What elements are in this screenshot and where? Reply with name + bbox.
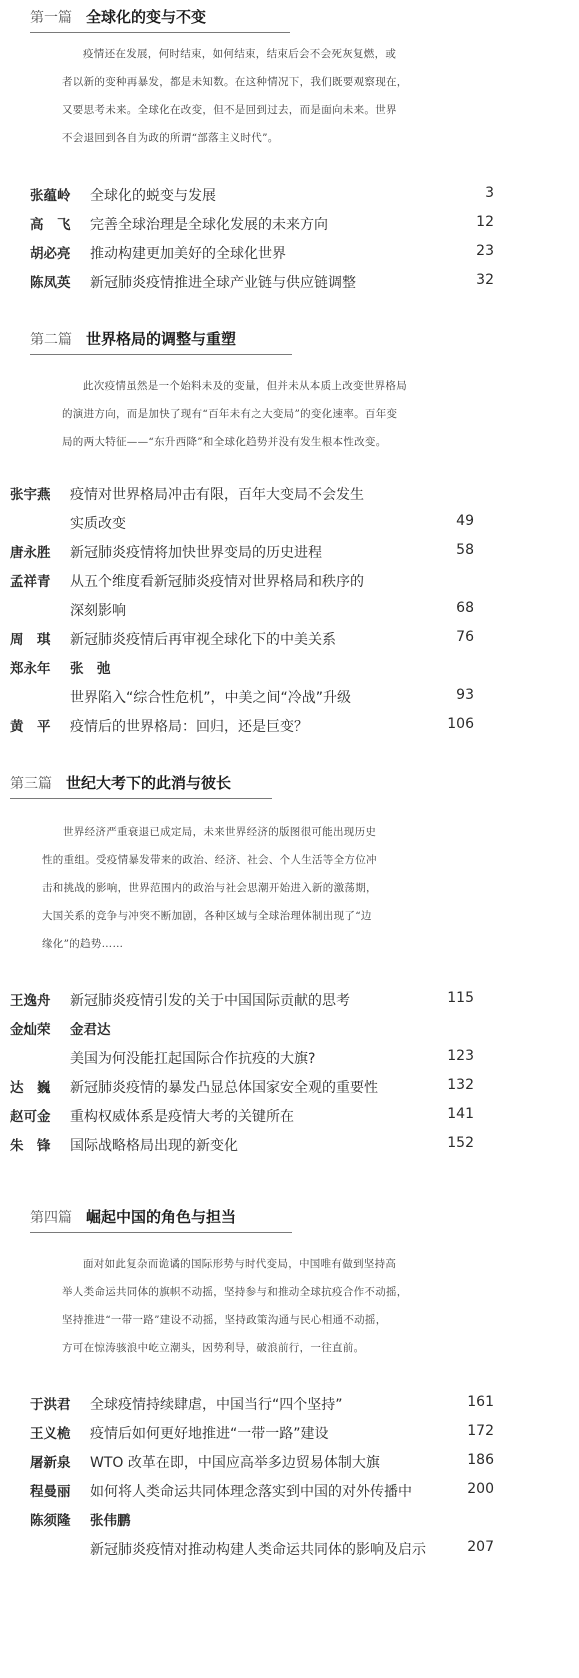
toc-author: 金灿荣 xyxy=(10,1022,51,1038)
toc-title: 深刻影响 xyxy=(70,603,126,619)
toc-page: 58 xyxy=(456,542,474,558)
intro-line: 缘化”的趋势…… xyxy=(42,938,124,950)
toc-page: 123 xyxy=(447,1048,474,1064)
part-number: 第二篇 xyxy=(30,332,72,348)
toc-page: 76 xyxy=(456,629,474,645)
intro-line: 局的两大特征——“东升西降”和全球化趋势并没有发生根本性改变。 xyxy=(62,436,387,448)
part-4-heading xyxy=(30,1206,292,1233)
intro-line: 疫情还在发展，何时结束，如何结束，结束后会不会死灰复燃，或 xyxy=(83,48,397,60)
toc-title: 全球疫情持续肆虐，中国当行“四个坚持” xyxy=(90,1397,343,1413)
intro-line: 此次疫情虽然是一个始料未及的变量，但并未从本质上改变世界格局 xyxy=(83,380,407,392)
toc-title: 新冠肺炎疫情对推动构建人类命运共同体的影响及启示 xyxy=(90,1542,426,1558)
part-3-heading xyxy=(10,772,272,799)
toc-title: 新冠肺炎疫情后再审视全球化下的中美关系 xyxy=(70,632,336,648)
toc-entry-continued[interactable] xyxy=(10,512,474,532)
toc-title: 新冠肺炎疫情的暴发凸显总体国家安全观的重要性 xyxy=(70,1080,378,1096)
toc-author: 程曼丽 xyxy=(30,1484,71,1500)
part-number: 第四篇 xyxy=(30,1210,72,1226)
toc-entry[interactable] xyxy=(30,184,494,204)
toc-title: 新冠肺炎疫情推进全球产业链与供应链调整 xyxy=(90,275,356,291)
intro-line: 者以新的变种再暴发，都是未知数。在这种情况下，我们既要观察现在， xyxy=(62,76,408,88)
intro-line: 击和挑战的影响，世界范围内的政治与社会思潮开始进入新的激荡期， xyxy=(42,882,377,894)
toc-page: 172 xyxy=(467,1423,494,1439)
part-title: 崛起中国的角色与担当 xyxy=(86,1208,237,1226)
toc-entry[interactable] xyxy=(10,1105,474,1125)
toc-entry[interactable] xyxy=(10,1076,474,1096)
toc-author: 孟祥青 xyxy=(10,574,51,590)
toc-author: 高 飞 xyxy=(30,217,71,233)
toc-page: 115 xyxy=(447,990,474,1006)
toc-page: 32 xyxy=(476,272,494,288)
part-title: 世界格局的调整与重塑 xyxy=(86,330,237,348)
toc-title: 新冠肺炎疫情将加快世界变局的历史进程 xyxy=(70,545,322,561)
toc-page: 207 xyxy=(467,1539,494,1555)
part-1-heading xyxy=(30,6,290,33)
toc-author: 赵可金 xyxy=(10,1109,51,1125)
toc-author: 周 琪 xyxy=(10,632,51,648)
intro-line: 的演进方向，而是加快了现有“百年未有之大变局”的变化速率。百年变 xyxy=(62,408,398,420)
toc-entry[interactable] xyxy=(30,271,494,291)
intro-line: 坚持推进“一带一路”建设不动摇，坚持政策沟通与民心相通不动摇， xyxy=(62,1314,387,1326)
toc-entry[interactable] xyxy=(30,1393,494,1413)
toc-entry[interactable] xyxy=(30,242,494,262)
toc-author: 王逸舟 xyxy=(10,993,51,1009)
toc-entry[interactable] xyxy=(30,1480,494,1500)
toc-entry[interactable] xyxy=(10,541,474,561)
toc-entry[interactable] xyxy=(10,989,474,1009)
toc-entry[interactable] xyxy=(10,1134,474,1154)
part-2-intro xyxy=(62,372,492,456)
toc-author: 达 巍 xyxy=(10,1080,51,1096)
intro-line: 世界经济严重衰退已成定局，未来世界经济的版图很可能出现历史 xyxy=(63,826,377,838)
toc-title: 疫情后的世界格局：回归，还是巨变？ xyxy=(70,719,308,735)
toc-coauthor: 张 弛 xyxy=(70,661,111,677)
toc-title: 推动构建更加美好的全球化世界 xyxy=(90,246,286,262)
toc-author: 陈凤英 xyxy=(30,275,71,291)
toc-page: 132 xyxy=(447,1077,474,1093)
toc-title: 实质改变 xyxy=(70,516,126,532)
intro-line: 大国关系的竞争与冲突不断加剧，各种区域与全球治理体制出现了“边 xyxy=(42,910,372,922)
toc-page: 152 xyxy=(447,1135,474,1151)
toc-entry[interactable] xyxy=(30,1451,494,1471)
toc-title: 国际战略格局出现的新变化 xyxy=(70,1138,238,1154)
part-2-heading xyxy=(30,328,292,355)
toc-entry[interactable] xyxy=(30,213,494,233)
toc-author: 朱 锋 xyxy=(10,1138,51,1154)
toc-page: 161 xyxy=(467,1394,494,1410)
part-1-intro xyxy=(62,40,492,152)
toc-author: 黄 平 xyxy=(10,719,51,735)
toc-page: 93 xyxy=(456,687,474,703)
toc-entry-authors[interactable] xyxy=(10,1018,474,1038)
toc-title: WTO 改革在即，中国应高举多边贸易体制大旗 xyxy=(90,1455,380,1471)
toc-entry[interactable] xyxy=(10,715,474,735)
part-3-intro xyxy=(42,818,472,958)
toc-page: 49 xyxy=(456,513,474,529)
part-4-intro xyxy=(62,1250,492,1362)
toc-entry[interactable] xyxy=(10,628,474,648)
toc-title: 新冠肺炎疫情引发的关于中国国际贡献的思考 xyxy=(70,993,350,1009)
toc-title: 完善全球治理是全球化发展的未来方向 xyxy=(90,217,328,233)
toc-entry[interactable] xyxy=(30,1422,494,1442)
toc-entry-authors[interactable] xyxy=(30,1509,494,1529)
toc-entry-continued[interactable] xyxy=(30,1538,494,1558)
toc-author: 陈须隆 xyxy=(30,1513,71,1529)
toc-page: 3 xyxy=(485,185,494,201)
intro-line: 不会退回到各自为政的所谓“部落主义时代”。 xyxy=(62,132,279,144)
intro-line: 又要思考未来。全球化在改变，但不是回到过去，而是面向未来。世界 xyxy=(62,104,397,116)
part-number: 第三篇 xyxy=(10,776,52,792)
toc-author: 屠新泉 xyxy=(30,1455,71,1471)
toc-title: 疫情对世界格局冲击有限，百年大变局不会发生 xyxy=(70,487,364,503)
toc-title: 世界陷入“综合性危机”，中美之间“冷战”升级 xyxy=(70,690,352,706)
toc-entry-authors[interactable] xyxy=(10,657,474,677)
toc-entry-continued[interactable] xyxy=(10,599,474,619)
toc-page: 106 xyxy=(447,716,474,732)
toc-author: 郑永年 xyxy=(10,661,51,677)
intro-line: 性的重组。受疫情暴发带来的政治、经济、社会、个人生活等全方位冲 xyxy=(42,854,377,866)
toc-page: 68 xyxy=(456,600,474,616)
toc-entry-continued[interactable] xyxy=(10,1047,474,1067)
toc-page: 200 xyxy=(467,1481,494,1497)
toc-page: 12 xyxy=(476,214,494,230)
intro-line: 方可在惊涛骇浪中屹立潮头，因势利导，破浪前行，一往直前。 xyxy=(62,1342,365,1354)
part-number: 第一篇 xyxy=(30,10,72,26)
toc-author: 胡必亮 xyxy=(30,246,71,262)
intro-line: 面对如此复杂而诡谲的国际形势与时代变局，中国唯有做到坚持高 xyxy=(83,1258,397,1270)
toc-page: 23 xyxy=(476,243,494,259)
toc-author: 唐永胜 xyxy=(10,545,51,561)
toc-title: 从五个维度看新冠肺炎疫情对世界格局和秩序的 xyxy=(70,574,364,590)
toc-title: 如何将人类命运共同体理念落实到中国的对外传播中 xyxy=(90,1484,412,1500)
toc-coauthor: 张伟鹏 xyxy=(90,1513,131,1529)
toc-title: 全球化的蜕变与发展 xyxy=(90,188,216,204)
toc-title: 美国为何没能扛起国际合作抗疫的大旗? xyxy=(70,1051,316,1067)
toc-author: 王义桅 xyxy=(30,1426,71,1442)
toc-page: 186 xyxy=(467,1452,494,1468)
intro-line: 举人类命运共同体的旗帜不动摇，坚持参与和推动全球抗疫合作不动摇， xyxy=(62,1286,408,1298)
toc-entry[interactable] xyxy=(10,483,474,503)
toc-title: 疫情后如何更好地推进“一带一路”建设 xyxy=(90,1426,329,1442)
toc-title: 重构权威体系是疫情大考的关键所在 xyxy=(70,1109,294,1125)
toc-page: 141 xyxy=(447,1106,474,1122)
toc-author: 张蕴岭 xyxy=(30,188,71,204)
toc-entry[interactable] xyxy=(10,570,474,590)
toc-entry-continued[interactable] xyxy=(10,686,474,706)
toc-author: 于洪君 xyxy=(30,1397,71,1413)
toc-author: 张宇燕 xyxy=(10,487,51,503)
toc-coauthor: 金君达 xyxy=(70,1022,111,1038)
part-title: 世纪大考下的此消与彼长 xyxy=(66,774,232,792)
part-title: 全球化的变与不变 xyxy=(86,8,207,26)
